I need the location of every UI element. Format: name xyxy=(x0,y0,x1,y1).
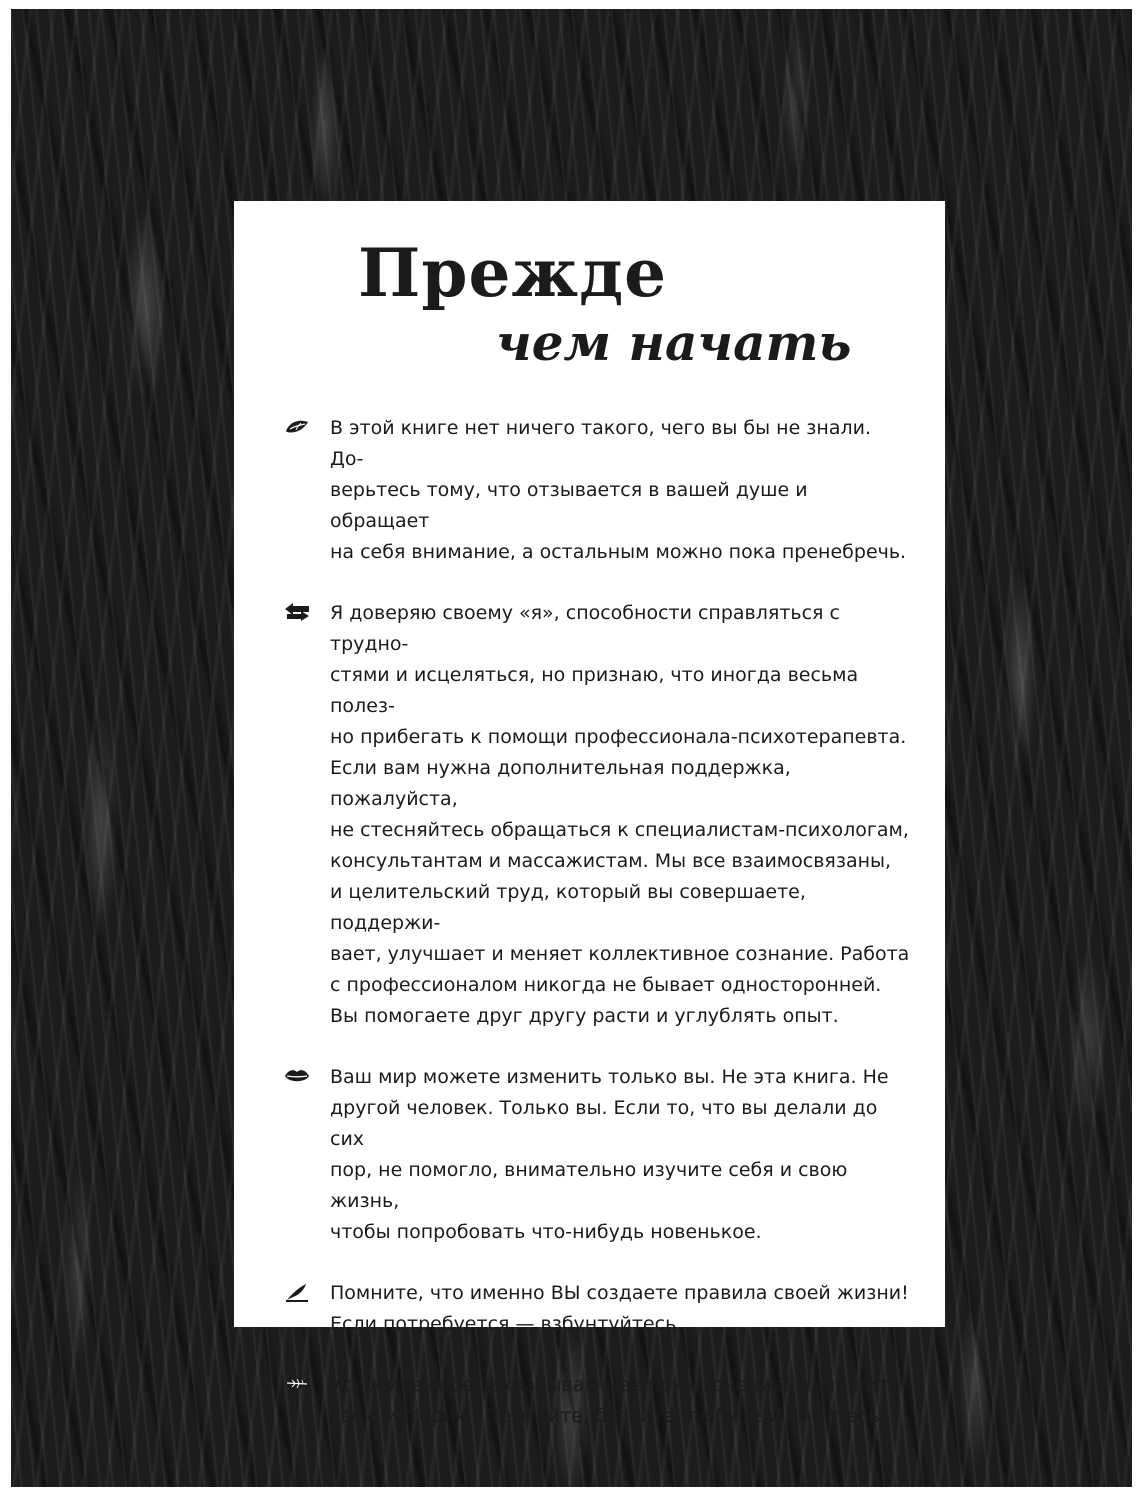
title-line-1: Прежде xyxy=(358,234,668,312)
list-item xyxy=(234,1278,945,1340)
list-item xyxy=(234,598,945,1032)
item-text: Помните, что именно ВЫ создаете правила своей жизни! Если потребуется — взбунтуйтесь. xyxy=(330,1282,909,1335)
tips-list xyxy=(234,413,945,1462)
item-text: Я доверяю своему «я», способности справляться с трудно- стями и исцеляться, но признаю, что иногда весьма полез- но прибегать к помощи профессионала-психотерапевта. Если вам нужна дополнительная поддержка, пожалуйста, не стесняйтесь обращаться к специалистам-психологам, консультантам и массажистам. Мы все взаимосвязаны, и целительский труд, который вы совершаете, поддержи- вает, улучшает и меняет коллективное сознание. Работа с профессионалом никогда не бывает односторонней. Вы помогаете друг другу расти и углублять опыт. xyxy=(330,602,910,1027)
item-text: В этой книге нет ничего такого, чего вы бы не знали. До- верьтесь тому, что отзывается в вашей душе и обращает на себя внимание, а остальным можно пока пренебречь. xyxy=(330,417,907,563)
content-panel xyxy=(234,201,945,1427)
item-text: Устройте себе захватывающее приключение! Напишите свою историю! Прыгайте, бегайте, любите и смейтесь! xyxy=(330,1374,901,1427)
double-arrow-icon xyxy=(284,602,310,622)
list-item xyxy=(234,1370,945,1432)
list-item xyxy=(234,413,945,568)
swirl-leaf-icon xyxy=(284,417,310,437)
quill-icon xyxy=(284,1282,310,1302)
feather-icon xyxy=(284,1374,310,1394)
list-item xyxy=(234,1062,945,1248)
title-line-2: чем начать xyxy=(496,313,852,372)
item-text: Ваш мир можете изменить только вы. Не эта книга. Не другой человек. Только вы. Если то, что вы делали до сих пор, не помогло, внимательно изучите себя и свою жизнь, чтобы попробовать что-нибудь новенькое. xyxy=(330,1066,889,1243)
lips-icon xyxy=(284,1066,310,1086)
